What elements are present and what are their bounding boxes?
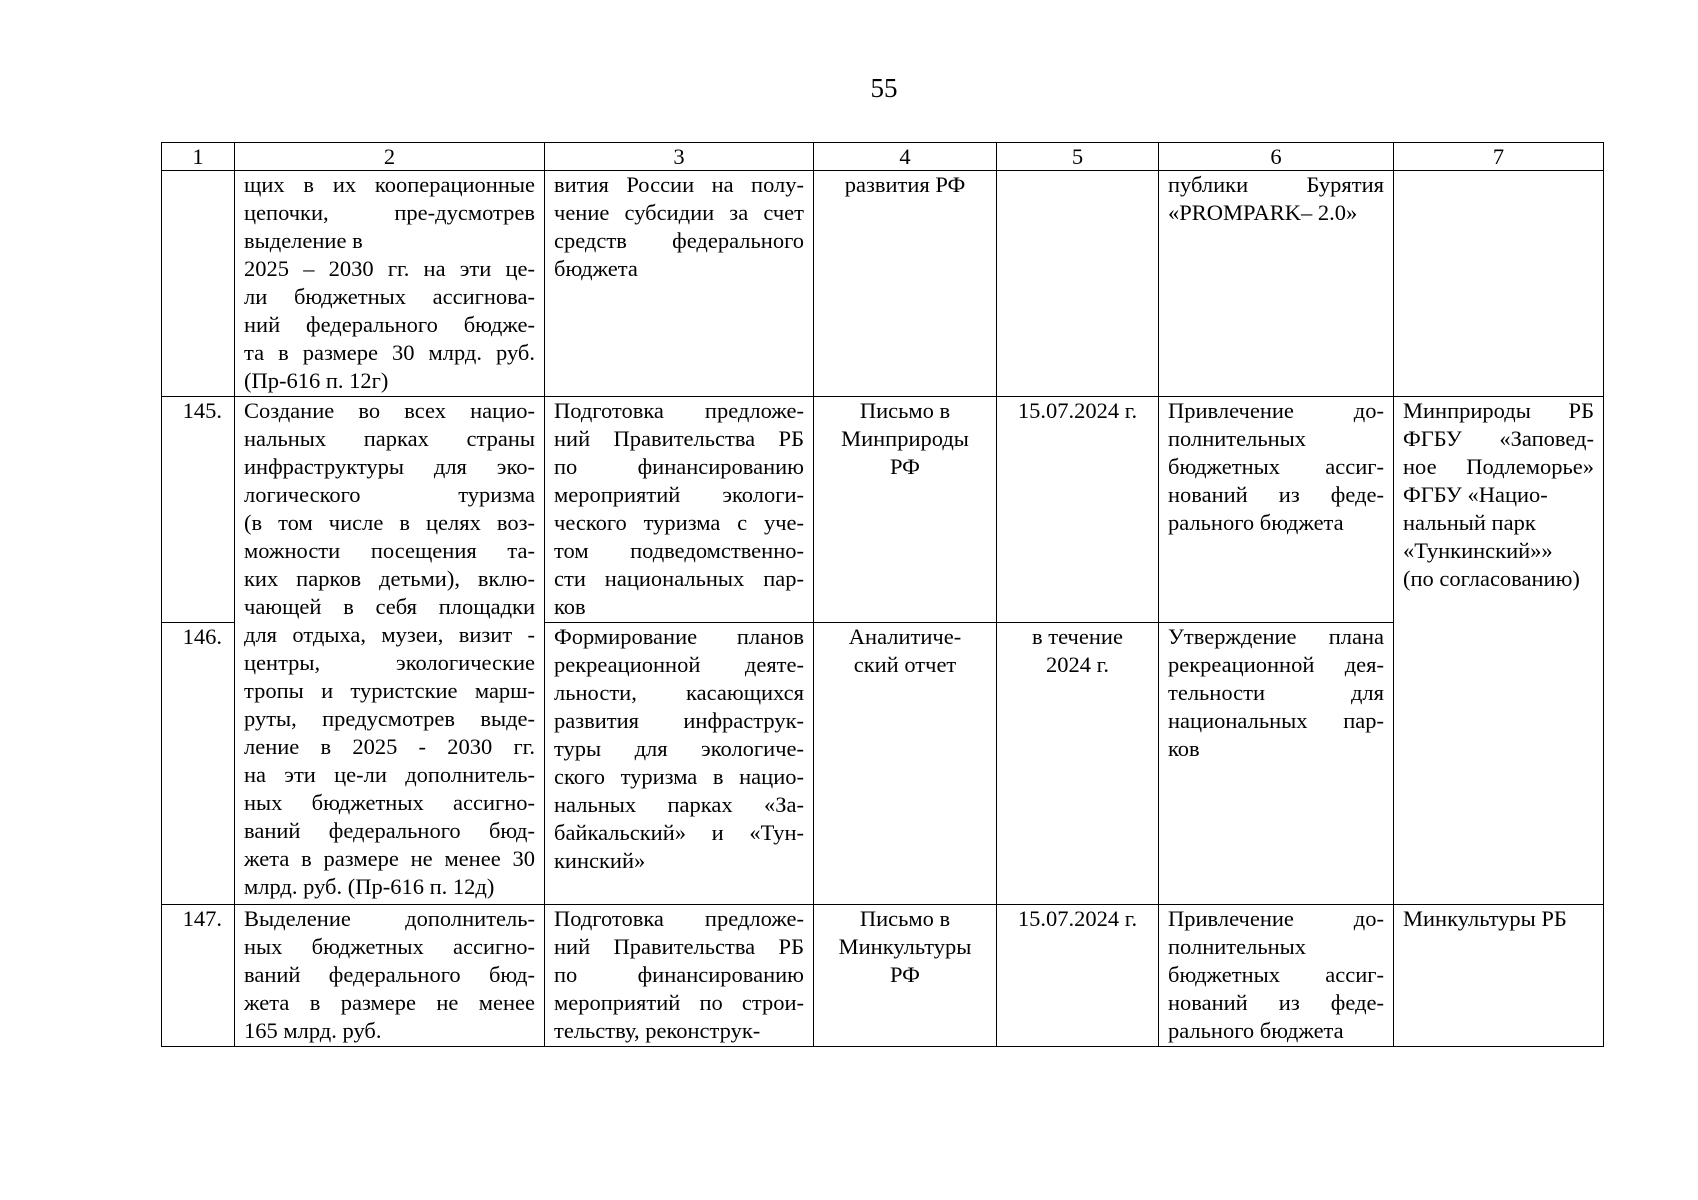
cell-line: Минкультуры РБ: [1403, 906, 1567, 931]
effect-cell: [1159, 905, 1394, 1047]
cell-line: бюджетных ассиг-: [1168, 962, 1384, 987]
cell-line: ФГБУ «Заповед-: [1403, 426, 1594, 451]
measure-cell: [235, 397, 545, 905]
cell-line: рального бюджета: [1168, 1018, 1344, 1043]
row-number: [162, 171, 235, 397]
cell-line: ное Подлеморье»: [1403, 454, 1594, 479]
cell-line: на эти це-ли дополнитель-: [244, 762, 535, 787]
cell-line: байкальский» и «Тун-: [554, 820, 804, 845]
cell-line: выделение в: [244, 228, 363, 253]
cell-line: бюджета: [554, 256, 638, 281]
responsible-cell: [1394, 905, 1604, 1047]
cell-line: ков: [1168, 736, 1200, 761]
cell-line: ких парков детьми), вклю-: [244, 566, 535, 591]
cell-line: щих в их кооперационные: [244, 172, 535, 197]
cell-line: «Тункинский»»: [1403, 538, 1553, 563]
cell-line: Подготовка предложе-: [554, 398, 804, 423]
cell-line: ваний федерального бюд-: [244, 962, 535, 987]
cell-line: [1006, 171, 1149, 199]
cell-line: руты, предусмотрев выде-: [244, 706, 535, 731]
cell-line: (по согласованию): [1403, 566, 1580, 591]
measure-cell: [235, 171, 545, 397]
cell-line: ского туризма в нацио-: [554, 764, 804, 789]
cell-line: тельству, реконструк-: [554, 1018, 761, 1043]
row-number: 147.: [162, 905, 235, 1047]
deadline-cell: [997, 397, 1159, 623]
cell-line: льности, касающихся: [554, 680, 804, 705]
cell-line: тропы и туристские марш-: [244, 678, 535, 703]
cell-line: ФГБУ «Нацио-: [1403, 482, 1548, 507]
cell-line: логического туризма: [244, 482, 535, 507]
cell-line: ваний федерального бюд-: [244, 818, 535, 843]
cell-line: по финансированию: [554, 962, 804, 987]
responsible-cell: [1394, 171, 1604, 397]
header-cell: 4: [814, 143, 997, 171]
measure-cell: [235, 905, 545, 1047]
cell-line: [1403, 171, 1594, 199]
cell-line: рального бюджета: [1168, 510, 1344, 535]
deadline-cell: [997, 905, 1159, 1047]
cell-line: Минприроды РБ: [1403, 398, 1594, 423]
cell-line: в течение: [1032, 624, 1123, 649]
cell-line: ческого туризма с уче-: [554, 510, 804, 535]
cell-line: 15.07.2024 г.: [1017, 906, 1138, 931]
cell-line: ли бюджетных ассигнова-: [244, 284, 535, 309]
cell-line: чающей в себя площадки: [244, 594, 535, 619]
row-number: 146.: [162, 623, 235, 905]
cell-line: ний федерального бюдже-: [244, 312, 535, 337]
cell-line: 2024 г.: [1046, 652, 1109, 677]
result-type-cell: [814, 905, 997, 1047]
effect-cell: [1159, 623, 1394, 905]
deadline-cell: [997, 623, 1159, 905]
header-cell: 7: [1394, 143, 1604, 171]
action-cell: [545, 397, 814, 623]
cell-line: том подведомственно-: [554, 538, 804, 563]
cell-line: Формирование планов: [554, 624, 804, 649]
cell-line: бюджетных ассиг-: [1168, 454, 1384, 479]
cell-line: мероприятий экологи-: [554, 482, 804, 507]
cell-line: РФ: [890, 962, 920, 987]
cell-line: Аналитиче-: [848, 624, 962, 649]
header-cell: 5: [997, 143, 1159, 171]
cell-line: полнительных: [1168, 426, 1307, 451]
cell-line: ление в 2025 - 2030 гг.: [244, 734, 535, 759]
cell-line: та в размере 30 млрд. руб.: [244, 340, 535, 365]
cell-line: чение субсидии за счет: [554, 200, 804, 225]
action-cell: [545, 905, 814, 1047]
cell-line: 165 млрд. руб.: [244, 1018, 382, 1043]
cell-line: Письмо в: [859, 906, 951, 931]
cell-line: развития РФ: [844, 172, 966, 197]
cell-line: 2025 – 2030 гг. на эти це-: [244, 256, 535, 281]
table-row: [162, 171, 1604, 397]
cell-line: рекреационной деяте-: [554, 652, 804, 677]
cell-line: нальных парках «За-: [554, 792, 804, 817]
effect-cell: [1159, 397, 1394, 623]
cell-line: можности посещения та-: [244, 538, 535, 563]
result-type-cell: [814, 623, 997, 905]
cell-line: Письмо в: [859, 398, 951, 423]
plan-table: [161, 142, 1604, 1047]
deadline-cell: [997, 171, 1159, 397]
cell-line: (в том числе в целях воз-: [244, 510, 535, 535]
cell-line: тельности для: [1168, 680, 1384, 705]
result-type-cell: [814, 171, 997, 397]
header-cell: 6: [1159, 143, 1394, 171]
header-cell: 3: [545, 143, 814, 171]
cell-line: публики Бурятия: [1168, 172, 1384, 197]
table-row: [162, 905, 1604, 1047]
cell-line: ский отчет: [853, 652, 957, 677]
cell-line: средств федерального: [554, 228, 804, 253]
cell-line: кинский»: [554, 848, 646, 873]
cell-line: ных бюджетных ассигно-: [244, 934, 535, 959]
cell-line: нальный парк: [1403, 510, 1536, 535]
cell-line: для отдыха, музеи, визит -: [244, 622, 535, 647]
cell-line: РФ: [890, 454, 920, 479]
cell-line: млрд. руб. (Пр-616 п. 12д): [244, 874, 495, 899]
action-cell: [545, 623, 814, 905]
cell-line: 15.07.2024 г.: [1017, 398, 1138, 423]
cell-line: нований из феде-: [1168, 482, 1384, 507]
cell-line: ков: [554, 594, 586, 619]
cell-line: полнительных: [1168, 934, 1307, 959]
cell-line: развития инфраструк-: [554, 708, 804, 733]
cell-line: вития России на полу-: [554, 172, 804, 197]
cell-line: Привлечение до-: [1168, 906, 1384, 931]
cell-line: Создание во всех нацио-: [244, 398, 535, 423]
cell-line: национальных пар-: [1168, 708, 1384, 733]
cell-line: (Пр-616 п. 12г): [244, 368, 389, 393]
cell-line: жета в размере не менее: [244, 990, 535, 1015]
action-cell: [545, 171, 814, 397]
cell-line: ных бюджетных ассигно-: [244, 790, 535, 815]
header-row: [162, 143, 1604, 171]
page-number: 55: [870, 73, 898, 103]
header-cell: 1: [162, 143, 235, 171]
cell-line: Утверждение плана: [1168, 624, 1384, 649]
cell-line: нований из феде-: [1168, 990, 1384, 1015]
cell-line: мероприятий по строи-: [554, 990, 804, 1015]
cell-line: жета в размере не менее 30: [244, 846, 535, 871]
cell-line: Минприроды: [841, 426, 969, 451]
cell-line: цепочки, пре-дусмотрев: [244, 200, 535, 225]
cell-line: Минкультуры: [838, 934, 972, 959]
cell-line: Привлечение до-: [1168, 398, 1384, 423]
cell-line: сти национальных пар-: [554, 566, 804, 591]
cell-line: Подготовка предложе-: [554, 906, 804, 931]
cell-line: ний Правительства РБ: [554, 426, 804, 451]
cell-line: ний Правительства РБ: [554, 934, 804, 959]
cell-line: по финансированию: [554, 454, 804, 479]
effect-cell: [1159, 171, 1394, 397]
cell-line: инфраструктуры для эко-: [244, 454, 535, 479]
cell-line: центры, экологические: [244, 650, 535, 675]
header-cell: 2: [235, 143, 545, 171]
row-number: 145.: [162, 397, 235, 623]
cell-line: нальных парках страны: [244, 426, 535, 451]
cell-line: рекреационной дея-: [1168, 652, 1384, 677]
result-type-cell: [814, 397, 997, 623]
cell-line: туры для экологиче-: [554, 736, 804, 761]
cell-line: «PROMPARK– 2.0»: [1168, 200, 1358, 225]
table-row: [162, 397, 1604, 623]
cell-line: Выделение дополнитель-: [244, 906, 535, 931]
responsible-cell: [1394, 397, 1604, 905]
